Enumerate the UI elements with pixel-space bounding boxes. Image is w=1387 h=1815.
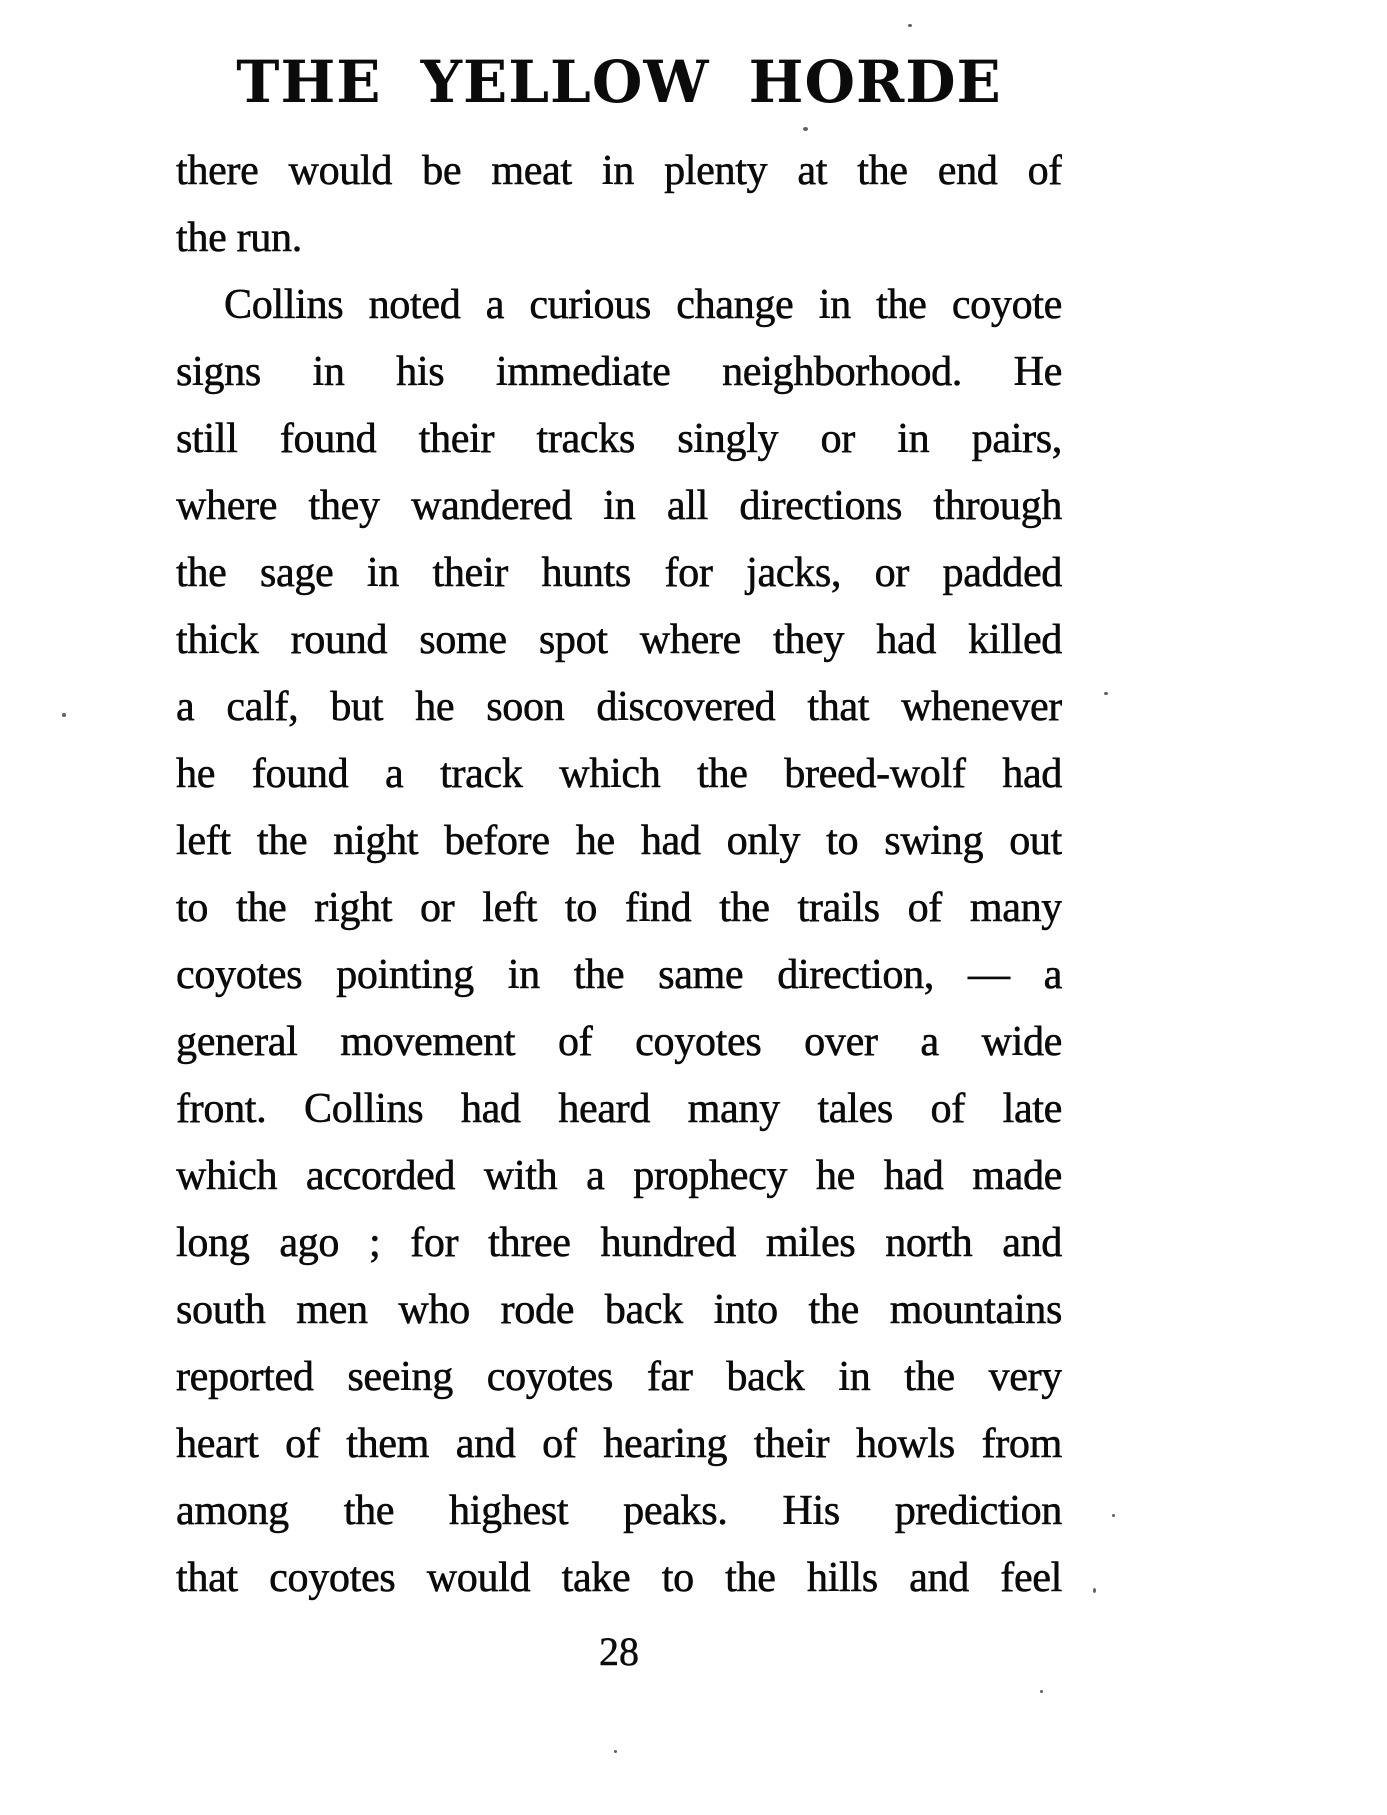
scan-speck: [62, 713, 66, 717]
text-line: to the right or left to find the trails of many: [176, 885, 1062, 931]
text-line: heart of them and of hearing their howls from: [176, 1421, 1062, 1467]
scan-speck: [908, 24, 912, 27]
text-line: coyotes pointing in the same direction, — a: [176, 952, 1062, 998]
scan-speck: [1104, 692, 1108, 695]
scan-speck: [1093, 1588, 1096, 1593]
text-line: which accorded with a prophecy he had made: [176, 1153, 1062, 1199]
text-line: the sage in their hunts for jacks, or padded: [176, 550, 1062, 596]
text-line: that coyotes would take to the hills and feel: [176, 1555, 1062, 1601]
text-line: thick round some spot where they had killed: [176, 617, 1062, 663]
scan-speck: [1112, 1514, 1115, 1517]
text-line: among the highest peaks. His prediction: [176, 1488, 1062, 1534]
text-line: long ago ; for three hundred miles north and: [176, 1220, 1062, 1266]
paragraph-1: [176, 138, 1062, 272]
body-text: [176, 138, 1062, 1612]
text-line: he found a track which the breed-wolf had: [176, 751, 1062, 797]
text-line: Collins noted a curious change in the coyote: [224, 282, 1062, 328]
text-line: signs in his immediate neighborhood. He: [176, 349, 1062, 395]
text-line: there would be meat in plenty at the end of: [176, 148, 1062, 194]
scan-speck: [1040, 1690, 1043, 1693]
text-line: reported seeing coyotes far back in the very: [176, 1354, 1062, 1400]
page-title: THE YELLOW HORDE: [236, 48, 1002, 116]
text-line: general movement of coyotes over a wide: [176, 1019, 1062, 1065]
text-line: where they wandered in all directions through: [176, 483, 1062, 529]
text-line: left the night before he had only to swing out: [176, 818, 1062, 864]
paragraph-2: [176, 272, 1062, 1612]
text-line: south men who rode back into the mountains: [176, 1287, 1062, 1333]
scan-speck: [803, 127, 808, 131]
text-line: a calf, but he soon discovered that whenever: [176, 684, 1062, 730]
text-line: still found their tracks singly or in pairs,: [176, 416, 1062, 462]
scan-speck: [614, 1750, 617, 1753]
text-line: the run.: [176, 215, 302, 261]
text-line: front. Collins had heard many tales of late: [176, 1086, 1062, 1132]
page-content: [176, 48, 1062, 1676]
page-number: 28: [599, 1629, 639, 1674]
